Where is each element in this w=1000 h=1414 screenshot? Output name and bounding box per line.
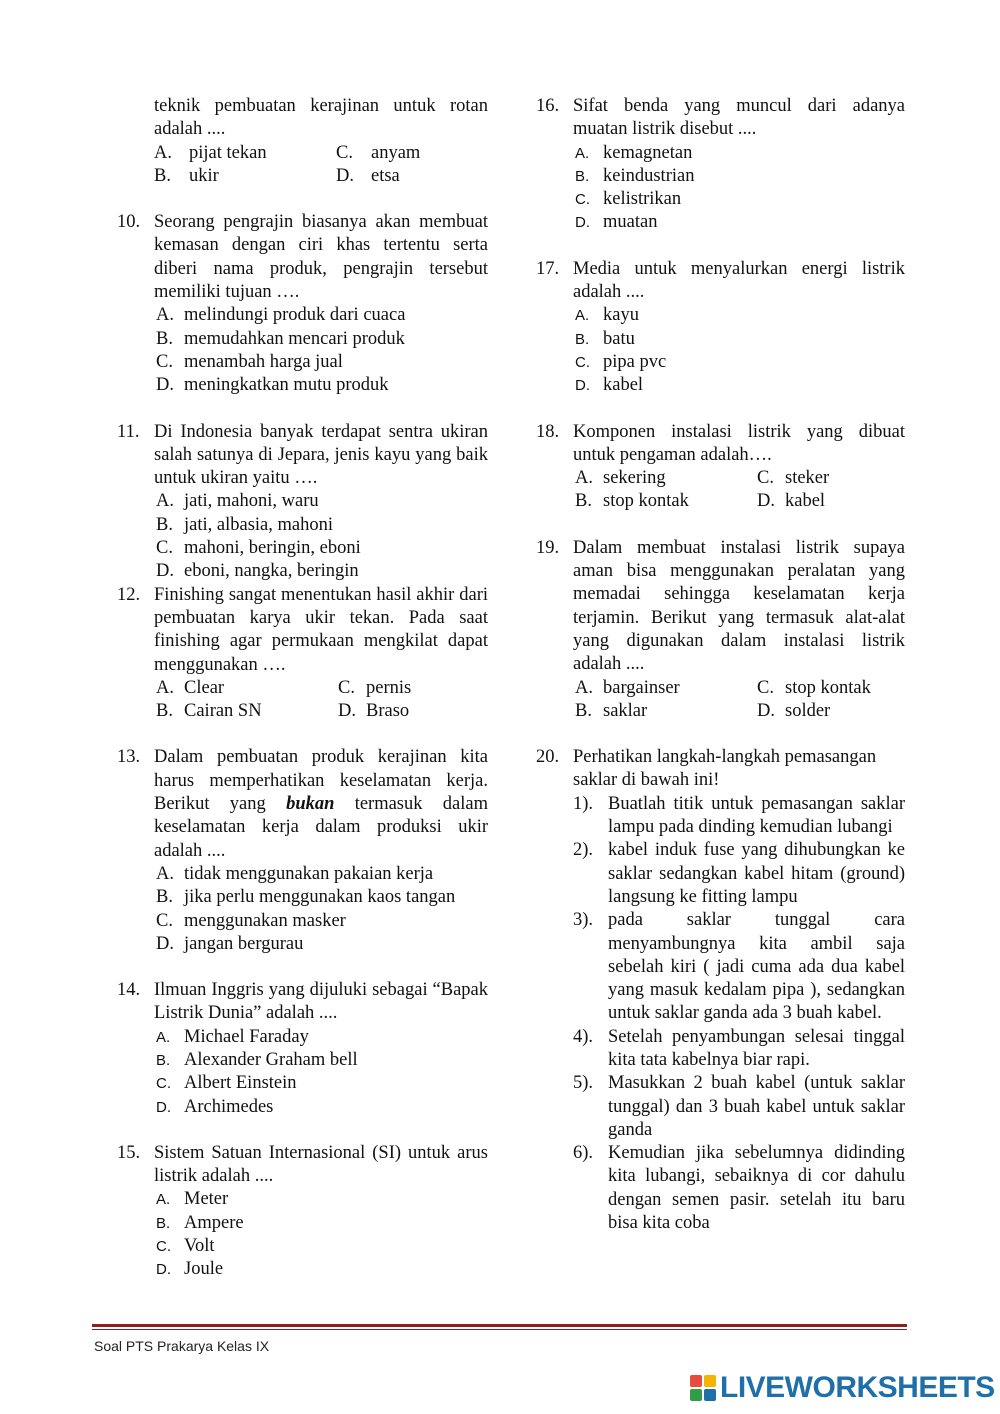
question-11 — [117, 421, 488, 584]
question-9-text: teknik pembuatan kerajinan untuk rotan adalah .... — [154, 96, 488, 140]
option-b[interactable]: B. jika perlu menggunakan kaos tangan — [156, 887, 456, 908]
option-a[interactable]: A. melindungi produk dari cuaca — [156, 305, 406, 326]
question-number: 20. — [536, 747, 560, 768]
step-item: 6). Kemudian jika sebelumnya didinding kita lubangi, sebaiknya di cor dahulu dengan semen pasir. setelah itu baru bisa kita coba — [573, 1143, 905, 1234]
question-options — [573, 467, 905, 514]
question-text: Sifat benda yang muncul dari adanya muatan listrik disebut .... — [573, 96, 905, 140]
question-options — [154, 1026, 488, 1119]
question-number: 15. — [117, 1142, 141, 1163]
option-d[interactable]: D. solder — [757, 700, 831, 721]
footer-title: Soal PTS Prakarya Kelas IX — [94, 1338, 270, 1354]
question-number: 11. — [117, 421, 140, 442]
question-19 — [536, 537, 905, 723]
question-options — [154, 1188, 488, 1281]
footer-rule-thick — [92, 1324, 907, 1327]
question-20 — [536, 746, 905, 1235]
step-item: 2). kabel induk fuse yang dihubungkan ke saklar sedangkan kabel hitam (ground) langsung ke fitting lampu — [573, 840, 905, 907]
option-a[interactable]: A. bargainser — [575, 677, 680, 698]
question-text: Perhatikan langkah-langkah pemasangan saklar di bawah ini! — [573, 747, 877, 791]
step-item: 4). Setelah penyambungan selesai tinggal kita tata kabelnya biar rapi. — [573, 1026, 905, 1070]
option-b[interactable]: B. keindustrian — [575, 165, 695, 186]
step-item: 1). Buatlah titik untuk pemasangan saklar lampu pada dinding kemudian lubangi — [573, 793, 905, 838]
option-c[interactable]: C. anyam — [336, 142, 421, 163]
question-17 — [536, 258, 905, 398]
question-options — [573, 142, 905, 235]
installation-steps — [573, 793, 905, 1236]
option-d[interactable]: D. meningkatkan mutu produk — [156, 375, 389, 396]
question-number: 10. — [117, 212, 141, 233]
option-c[interactable]: C. kelistrikan — [575, 189, 682, 210]
option-c[interactable]: C. pernis — [338, 677, 412, 698]
option-c[interactable]: C. Albert Einstein — [156, 1073, 297, 1094]
step-item: 5). Masukkan 2 buah kabel (untuk saklar tunggal) dan 3 buah kabel untuk saklar ganda — [573, 1073, 905, 1140]
question-16 — [536, 95, 905, 235]
option-a[interactable]: A. kemagnetan — [575, 142, 693, 163]
option-a[interactable]: A. sekering — [575, 468, 666, 489]
question-9-options — [154, 142, 488, 189]
option-b[interactable]: B. ukir — [154, 165, 219, 186]
question-text: Finishing sangat menentukan hasil akhir dari pembuatan karya ukir tekan. Pada saat finishing agar permukaan mengkilat dapat menggunakan …. — [154, 584, 488, 675]
footer-rule-thin — [92, 1329, 907, 1330]
left-column — [117, 95, 488, 1282]
option-a[interactable]: A. pijat tekan — [154, 142, 267, 163]
emphasis-word: bukan — [286, 794, 335, 815]
question-number: 16. — [536, 96, 560, 116]
option-b[interactable]: B. stop kontak — [575, 491, 689, 512]
liveworksheets-brand[interactable] — [690, 1371, 995, 1405]
option-d[interactable]: D. Joule — [156, 1259, 224, 1280]
question-number: 19. — [536, 537, 560, 558]
question-14 — [117, 979, 488, 1119]
option-b[interactable]: B. Cairan SN — [156, 701, 262, 722]
question-15 — [117, 1142, 488, 1282]
question-number: 17. — [536, 258, 560, 279]
option-c[interactable]: C. pipa pvc — [575, 351, 667, 372]
option-a[interactable]: A. Michael Faraday — [156, 1026, 309, 1047]
option-c[interactable]: C. menambah harga jual — [156, 351, 343, 372]
option-d[interactable]: D. Archimedes — [156, 1096, 274, 1117]
option-d[interactable]: D. muatan — [575, 212, 658, 233]
question-text: Media untuk menyalurkan energi listrik adalah .... — [573, 258, 905, 303]
option-b[interactable]: B. jati, albasia, mahoni — [156, 514, 333, 535]
question-18 — [536, 421, 905, 514]
option-d[interactable]: D. eboni, nangka, beringin — [156, 561, 359, 582]
question-text: Dalam membuat instalasi listrik supaya aman bisa menggunakan peralatan yang memadai sehingga keselamatan kerja terjamin. Berikut yang termasuk alat-alat yang digunakan dalam instalasi listrik adalah .... — [573, 537, 905, 675]
option-a[interactable]: A. Clear — [156, 677, 225, 698]
right-column — [536, 95, 905, 1235]
question-text: Seorang pengrajin biasanya akan membuat kemasan dengan ciri khas tertentu serta diberi nama produk, pengrajin tersebut memiliki tujuan …. — [154, 212, 488, 303]
liveworksheets-logo-icon — [690, 1375, 716, 1401]
option-c[interactable]: C. mahoni, beringin, eboni — [156, 538, 361, 559]
option-d[interactable]: D. kabel — [757, 491, 826, 512]
option-d[interactable]: D. Braso — [338, 701, 410, 722]
option-a[interactable]: A. tidak menggunakan pakaian kerja — [156, 863, 434, 884]
option-b[interactable]: B. saklar — [575, 700, 648, 721]
option-b[interactable]: B. batu — [575, 328, 635, 349]
question-text: Sistem Satuan Internasional (SI) untuk arus listrik adalah .... — [154, 1142, 488, 1187]
step-item: 3). pada saklar tunggal cara menyambungnya kita ambil saja sebelah kiri ( jadi cuma ada dua kabel yang masuk kedalam pipa ), sedangkan untuk saklar ganda ada 3 buah kabel. — [573, 910, 905, 1024]
question-options — [573, 304, 905, 397]
question-text: Ilmuan Inggris yang dijuluki sebagai “Bapak Listrik Dunia” adalah .... — [154, 980, 488, 1024]
question-options — [154, 304, 488, 397]
option-d[interactable]: D. etsa — [336, 165, 400, 186]
option-a[interactable]: A. Meter — [156, 1189, 229, 1210]
question-options — [573, 677, 905, 724]
question-number: 12. — [117, 584, 141, 605]
question-9-continued — [117, 95, 488, 188]
question-number: 18. — [536, 421, 560, 442]
brand-name: LIVEWORKSHEETS — [720, 1371, 995, 1405]
question-text: Di Indonesia banyak terdapat sentra ukiran salah satunya di Jepara, jenis kayu yang baik untuk ukiran yaitu …. — [154, 421, 488, 489]
question-text: Dalam pembuatan produk kerajinan kita harus memperhatikan keselamatan kerja. Berikut yang bukan termasuk dalam keselamatan kerja dalam produksi ukir adalah .... — [154, 747, 489, 861]
option-a[interactable]: A. kayu — [575, 305, 639, 326]
option-c[interactable]: C. Volt — [156, 1236, 215, 1257]
question-options — [154, 490, 488, 583]
option-c[interactable]: C. stop kontak — [757, 677, 871, 698]
option-b[interactable]: B. memudahkan mencari produk — [156, 328, 405, 349]
question-options — [154, 677, 488, 724]
option-a[interactable]: A. jati, mahoni, waru — [156, 491, 319, 512]
option-d[interactable]: D. jangan bergurau — [156, 933, 304, 954]
option-b[interactable]: B. Alexander Graham bell — [156, 1049, 358, 1070]
question-number: 14. — [117, 980, 141, 1001]
option-c[interactable]: C. steker — [757, 468, 830, 489]
option-c[interactable]: C. menggunakan masker — [156, 910, 346, 931]
question-10 — [117, 211, 488, 397]
question-text: Komponen instalasi listrik yang dibuat untuk pengaman adalah…. — [573, 421, 905, 465]
question-13 — [117, 746, 488, 956]
question-12 — [117, 584, 488, 724]
option-d[interactable]: D. kabel — [575, 375, 644, 396]
question-options — [154, 863, 488, 956]
option-b[interactable]: B. Ampere — [156, 1212, 244, 1233]
question-number: 13. — [117, 747, 141, 768]
